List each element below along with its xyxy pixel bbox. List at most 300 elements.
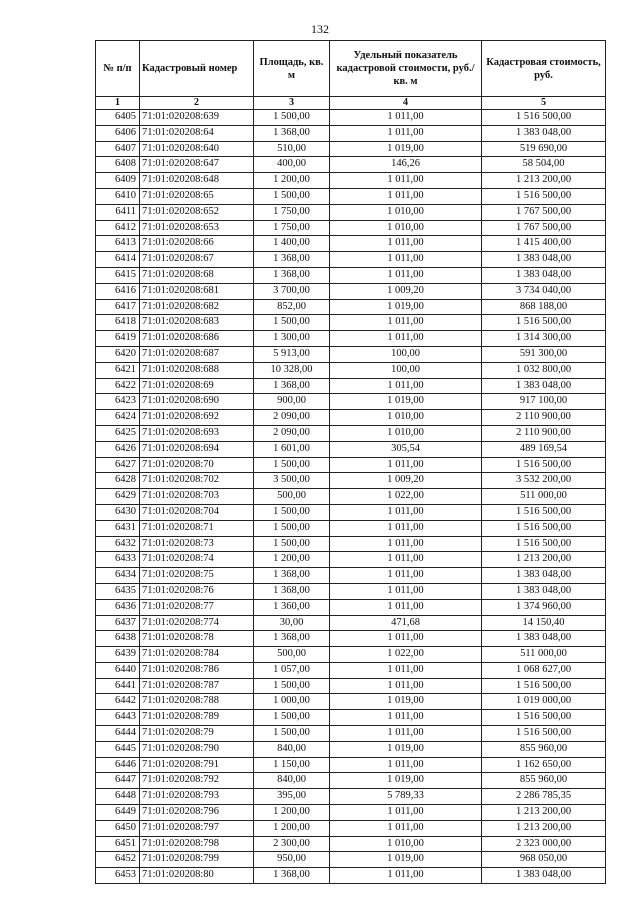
row-number: 6407 (96, 141, 140, 157)
row-number: 6426 (96, 441, 140, 457)
table-row (96, 110, 606, 126)
table-row (96, 805, 606, 821)
rate-value: 100,00 (330, 362, 482, 378)
cadastral-table (95, 40, 606, 884)
area-value: 2 300,00 (254, 836, 330, 852)
rate-value: 1 009,20 (330, 283, 482, 299)
table-row (96, 473, 606, 489)
cadastral-number: 71:01:020208:74 (140, 552, 254, 568)
area-value: 950,00 (254, 852, 330, 868)
cadastral-number: 71:01:020208:799 (140, 852, 254, 868)
table-row (96, 125, 606, 141)
rate-value: 1 011,00 (330, 125, 482, 141)
row-number: 6442 (96, 694, 140, 710)
rate-value: 1 022,00 (330, 489, 482, 505)
table-row (96, 204, 606, 220)
cadastral-number: 71:01:020208:693 (140, 425, 254, 441)
rate-value: 1 010,00 (330, 204, 482, 220)
row-number: 6453 (96, 868, 140, 884)
area-value: 1 500,00 (254, 315, 330, 331)
cadastral-number: 71:01:020208:686 (140, 331, 254, 347)
rate-value: 1 011,00 (330, 188, 482, 204)
table-row (96, 789, 606, 805)
area-value: 1 368,00 (254, 267, 330, 283)
row-number: 6410 (96, 188, 140, 204)
cadastral-number: 71:01:020208:70 (140, 457, 254, 473)
table-row (96, 489, 606, 505)
table-row (96, 678, 606, 694)
area-value: 1 300,00 (254, 331, 330, 347)
table-row (96, 346, 606, 362)
area-value: 1 368,00 (254, 125, 330, 141)
row-number: 6446 (96, 757, 140, 773)
column-number: 3 (254, 97, 330, 110)
cost-value: 591 300,00 (482, 346, 606, 362)
area-value: 1 500,00 (254, 504, 330, 520)
rate-value: 1 019,00 (330, 741, 482, 757)
cadastral-number: 71:01:020208:78 (140, 631, 254, 647)
table-row (96, 757, 606, 773)
table-row (96, 378, 606, 394)
cost-value: 1 767 500,00 (482, 220, 606, 236)
cadastral-number: 71:01:020208:69 (140, 378, 254, 394)
rate-value: 5 789,33 (330, 789, 482, 805)
header-no: № п/п (96, 41, 140, 97)
table-row (96, 394, 606, 410)
rate-value: 1 011,00 (330, 110, 482, 126)
page-number: 132 (311, 22, 329, 36)
table-row (96, 583, 606, 599)
table-row (96, 726, 606, 742)
rate-value: 1 009,20 (330, 473, 482, 489)
table-row (96, 662, 606, 678)
row-number: 6440 (96, 662, 140, 678)
cost-value: 968 050,00 (482, 852, 606, 868)
cost-value: 2 286 785,35 (482, 789, 606, 805)
column-number: 5 (482, 97, 606, 110)
row-number: 6423 (96, 394, 140, 410)
rate-value: 1 010,00 (330, 410, 482, 426)
cadastral-number: 71:01:020208:683 (140, 315, 254, 331)
cost-value: 58 504,00 (482, 157, 606, 173)
table-row (96, 157, 606, 173)
cadastral-number: 71:01:020208:76 (140, 583, 254, 599)
table-row (96, 457, 606, 473)
rate-value: 1 019,00 (330, 852, 482, 868)
cost-value: 1 767 500,00 (482, 204, 606, 220)
cost-value: 1 383 048,00 (482, 568, 606, 584)
header-rate: Удельный показатель кадастровой стоимости, руб./кв. м (330, 41, 482, 97)
cost-value: 2 110 900,00 (482, 410, 606, 426)
cost-value: 2 110 900,00 (482, 425, 606, 441)
table-row (96, 504, 606, 520)
rate-value: 471,68 (330, 615, 482, 631)
cost-value: 1 213 200,00 (482, 552, 606, 568)
row-number: 6435 (96, 583, 140, 599)
area-value: 10 328,00 (254, 362, 330, 378)
cadastral-number: 71:01:020208:653 (140, 220, 254, 236)
header-area: Площадь, кв. м (254, 41, 330, 97)
rate-value: 1 011,00 (330, 710, 482, 726)
row-number: 6415 (96, 267, 140, 283)
cadastral-number: 71:01:020208:692 (140, 410, 254, 426)
cadastral-number: 71:01:020208:791 (140, 757, 254, 773)
cadastral-number: 71:01:020208:66 (140, 236, 254, 252)
cost-value: 1 383 048,00 (482, 631, 606, 647)
rate-value: 1 011,00 (330, 868, 482, 884)
row-number: 6447 (96, 773, 140, 789)
rate-value: 1 011,00 (330, 820, 482, 836)
area-value: 1 368,00 (254, 378, 330, 394)
rate-value: 1 019,00 (330, 694, 482, 710)
cadastral-number: 71:01:020208:77 (140, 599, 254, 615)
table-row (96, 820, 606, 836)
row-number: 6434 (96, 568, 140, 584)
table-row (96, 141, 606, 157)
cadastral-number: 71:01:020208:80 (140, 868, 254, 884)
rate-value: 1 010,00 (330, 836, 482, 852)
rate-value: 1 019,00 (330, 141, 482, 157)
row-number: 6425 (96, 425, 140, 441)
column-number: 2 (140, 97, 254, 110)
area-value: 1 200,00 (254, 173, 330, 189)
row-number: 6451 (96, 836, 140, 852)
rate-value: 1 011,00 (330, 267, 482, 283)
cost-value: 1 516 500,00 (482, 315, 606, 331)
area-value: 400,00 (254, 157, 330, 173)
cost-value: 1 383 048,00 (482, 125, 606, 141)
cadastral-number: 71:01:020208:688 (140, 362, 254, 378)
area-value: 1 500,00 (254, 110, 330, 126)
table-row (96, 441, 606, 457)
header-cost: Кадастровая стоимость, руб. (482, 41, 606, 97)
area-value: 1 500,00 (254, 726, 330, 742)
area-value: 1 500,00 (254, 457, 330, 473)
rate-value: 1 011,00 (330, 173, 482, 189)
table-body (96, 110, 606, 884)
cadastral-number: 71:01:020208:704 (140, 504, 254, 520)
table-row (96, 615, 606, 631)
table-row (96, 283, 606, 299)
table-row (96, 520, 606, 536)
area-value: 1 057,00 (254, 662, 330, 678)
cadastral-number: 71:01:020208:64 (140, 125, 254, 141)
table-row (96, 188, 606, 204)
area-value: 1 500,00 (254, 678, 330, 694)
cost-value: 1 415 400,00 (482, 236, 606, 252)
rate-value: 305,54 (330, 441, 482, 457)
row-number: 6429 (96, 489, 140, 505)
table-header-row (96, 41, 606, 97)
cost-value: 3 734 040,00 (482, 283, 606, 299)
table-row (96, 236, 606, 252)
rate-value: 1 010,00 (330, 220, 482, 236)
rate-value: 1 011,00 (330, 236, 482, 252)
cadastral-number: 71:01:020208:797 (140, 820, 254, 836)
table-row (96, 552, 606, 568)
cost-value: 1 019 000,00 (482, 694, 606, 710)
cost-value: 1 314 300,00 (482, 331, 606, 347)
area-value: 1 368,00 (254, 583, 330, 599)
cost-value: 1 383 048,00 (482, 583, 606, 599)
cadastral-number: 71:01:020208:681 (140, 283, 254, 299)
cadastral-number: 71:01:020208:798 (140, 836, 254, 852)
cadastral-number: 71:01:020208:790 (140, 741, 254, 757)
table-row (96, 599, 606, 615)
cost-value: 2 323 000,00 (482, 836, 606, 852)
cost-value: 1 516 500,00 (482, 188, 606, 204)
cost-value: 1 516 500,00 (482, 110, 606, 126)
table-row (96, 252, 606, 268)
area-value: 1 750,00 (254, 220, 330, 236)
rate-value: 1 011,00 (330, 457, 482, 473)
cost-value: 1 516 500,00 (482, 536, 606, 552)
area-value: 1 368,00 (254, 631, 330, 647)
table-row (96, 631, 606, 647)
area-value: 1 368,00 (254, 568, 330, 584)
area-value: 852,00 (254, 299, 330, 315)
area-value: 1 500,00 (254, 188, 330, 204)
cadastral-number: 71:01:020208:65 (140, 188, 254, 204)
cadastral-number: 71:01:020208:793 (140, 789, 254, 805)
cost-value: 1 516 500,00 (482, 710, 606, 726)
row-number: 6420 (96, 346, 140, 362)
table-row (96, 536, 606, 552)
cadastral-number: 71:01:020208:788 (140, 694, 254, 710)
area-value: 900,00 (254, 394, 330, 410)
rate-value: 100,00 (330, 346, 482, 362)
cadastral-number: 71:01:020208:68 (140, 267, 254, 283)
area-value: 510,00 (254, 141, 330, 157)
cost-value: 1 374 960,00 (482, 599, 606, 615)
area-value: 1 368,00 (254, 252, 330, 268)
cadastral-number: 71:01:020208:73 (140, 536, 254, 552)
table-row (96, 852, 606, 868)
rate-value: 1 010,00 (330, 425, 482, 441)
row-number: 6452 (96, 852, 140, 868)
area-value: 840,00 (254, 773, 330, 789)
row-number: 6408 (96, 157, 140, 173)
cost-value: 519 690,00 (482, 141, 606, 157)
rate-value: 1 011,00 (330, 662, 482, 678)
area-value: 1 500,00 (254, 710, 330, 726)
cadastral-number: 71:01:020208:702 (140, 473, 254, 489)
row-number: 6428 (96, 473, 140, 489)
rate-value: 1 011,00 (330, 315, 482, 331)
table-row (96, 267, 606, 283)
cadastral-number: 71:01:020208:652 (140, 204, 254, 220)
row-number: 6424 (96, 410, 140, 426)
area-value: 2 090,00 (254, 425, 330, 441)
header-cadastral-number: Кадастровый номер (140, 41, 254, 97)
table-row (96, 568, 606, 584)
rate-value: 1 019,00 (330, 394, 482, 410)
row-number: 6411 (96, 204, 140, 220)
rate-value: 1 011,00 (330, 536, 482, 552)
cost-value: 1 516 500,00 (482, 520, 606, 536)
row-number: 6416 (96, 283, 140, 299)
rate-value: 1 011,00 (330, 331, 482, 347)
rate-value: 1 011,00 (330, 504, 482, 520)
area-value: 1 150,00 (254, 757, 330, 773)
area-value: 395,00 (254, 789, 330, 805)
area-value: 1 368,00 (254, 868, 330, 884)
row-number: 6427 (96, 457, 140, 473)
table-row (96, 694, 606, 710)
area-value: 840,00 (254, 741, 330, 757)
row-number: 6441 (96, 678, 140, 694)
table-row (96, 868, 606, 884)
cadastral-number: 71:01:020208:690 (140, 394, 254, 410)
cost-value: 1 213 200,00 (482, 820, 606, 836)
row-number: 6439 (96, 647, 140, 663)
rate-value: 1 011,00 (330, 568, 482, 584)
column-number: 4 (330, 97, 482, 110)
cadastral-number: 71:01:020208:687 (140, 346, 254, 362)
rate-value: 1 011,00 (330, 805, 482, 821)
cadastral-number: 71:01:020208:647 (140, 157, 254, 173)
row-number: 6437 (96, 615, 140, 631)
area-value: 3 500,00 (254, 473, 330, 489)
cost-value: 1 213 200,00 (482, 173, 606, 189)
cost-value: 855 960,00 (482, 741, 606, 757)
cost-value: 1 516 500,00 (482, 504, 606, 520)
cadastral-number: 71:01:020208:639 (140, 110, 254, 126)
table-row (96, 299, 606, 315)
rate-value: 1 019,00 (330, 299, 482, 315)
table-row (96, 647, 606, 663)
cadastral-number: 71:01:020208:784 (140, 647, 254, 663)
area-value: 1 000,00 (254, 694, 330, 710)
area-value: 1 601,00 (254, 441, 330, 457)
cadastral-number: 71:01:020208:682 (140, 299, 254, 315)
row-number: 6413 (96, 236, 140, 252)
row-number: 6421 (96, 362, 140, 378)
rate-value: 1 011,00 (330, 631, 482, 647)
cadastral-number: 71:01:020208:71 (140, 520, 254, 536)
rate-value: 1 011,00 (330, 520, 482, 536)
row-number: 6405 (96, 110, 140, 126)
rate-value: 1 011,00 (330, 378, 482, 394)
table-row (96, 315, 606, 331)
cost-value: 868 188,00 (482, 299, 606, 315)
rate-value: 1 022,00 (330, 647, 482, 663)
area-value: 500,00 (254, 647, 330, 663)
cost-value: 1 032 800,00 (482, 362, 606, 378)
cost-value: 1 383 048,00 (482, 868, 606, 884)
cadastral-number: 71:01:020208:786 (140, 662, 254, 678)
row-number: 6443 (96, 710, 140, 726)
area-value: 1 200,00 (254, 820, 330, 836)
area-value: 1 200,00 (254, 552, 330, 568)
table-row (96, 220, 606, 236)
cost-value: 1 516 500,00 (482, 726, 606, 742)
area-value: 1 400,00 (254, 236, 330, 252)
row-number: 6433 (96, 552, 140, 568)
cadastral-number: 71:01:020208:640 (140, 141, 254, 157)
cadastral-number: 71:01:020208:792 (140, 773, 254, 789)
table-row (96, 425, 606, 441)
rate-value: 146,26 (330, 157, 482, 173)
cadastral-number: 71:01:020208:648 (140, 173, 254, 189)
area-value: 500,00 (254, 489, 330, 505)
column-number: 1 (96, 97, 140, 110)
cost-value: 1 383 048,00 (482, 267, 606, 283)
row-number: 6432 (96, 536, 140, 552)
table-row (96, 410, 606, 426)
rate-value: 1 011,00 (330, 726, 482, 742)
row-number: 6436 (96, 599, 140, 615)
area-value: 3 700,00 (254, 283, 330, 299)
cost-value: 1 383 048,00 (482, 378, 606, 394)
table-row (96, 173, 606, 189)
row-number: 6422 (96, 378, 140, 394)
rate-value: 1 011,00 (330, 678, 482, 694)
rate-value: 1 011,00 (330, 552, 482, 568)
cost-value: 1 213 200,00 (482, 805, 606, 821)
cadastral-number: 71:01:020208:75 (140, 568, 254, 584)
cadastral-number: 71:01:020208:796 (140, 805, 254, 821)
cost-value: 1 516 500,00 (482, 457, 606, 473)
cost-value: 511 000,00 (482, 489, 606, 505)
cadastral-number: 71:01:020208:789 (140, 710, 254, 726)
area-value: 30,00 (254, 615, 330, 631)
row-number: 6417 (96, 299, 140, 315)
table-row (96, 331, 606, 347)
row-number: 6412 (96, 220, 140, 236)
cadastral-number: 71:01:020208:774 (140, 615, 254, 631)
cadastral-number: 71:01:020208:67 (140, 252, 254, 268)
row-number: 6414 (96, 252, 140, 268)
cost-value: 489 169,54 (482, 441, 606, 457)
cost-value: 855 960,00 (482, 773, 606, 789)
cadastral-number: 71:01:020208:694 (140, 441, 254, 457)
area-value: 1 360,00 (254, 599, 330, 615)
row-number: 6445 (96, 741, 140, 757)
cost-value: 1 162 650,00 (482, 757, 606, 773)
rate-value: 1 011,00 (330, 757, 482, 773)
cadastral-number: 71:01:020208:79 (140, 726, 254, 742)
rate-value: 1 019,00 (330, 773, 482, 789)
area-value: 1 500,00 (254, 520, 330, 536)
row-number: 6444 (96, 726, 140, 742)
row-number: 6409 (96, 173, 140, 189)
cadastral-number: 71:01:020208:703 (140, 489, 254, 505)
table-row (96, 710, 606, 726)
area-value: 5 913,00 (254, 346, 330, 362)
cost-value: 1 383 048,00 (482, 252, 606, 268)
cost-value: 511 000,00 (482, 647, 606, 663)
rate-value: 1 011,00 (330, 599, 482, 615)
area-value: 2 090,00 (254, 410, 330, 426)
table-row (96, 836, 606, 852)
row-number: 6438 (96, 631, 140, 647)
row-number: 6448 (96, 789, 140, 805)
row-number: 6450 (96, 820, 140, 836)
row-number: 6431 (96, 520, 140, 536)
area-value: 1 500,00 (254, 536, 330, 552)
table-row (96, 362, 606, 378)
row-number: 6418 (96, 315, 140, 331)
cadastral-number: 71:01:020208:787 (140, 678, 254, 694)
row-number: 6430 (96, 504, 140, 520)
table-row (96, 741, 606, 757)
row-number: 6449 (96, 805, 140, 821)
rate-value: 1 011,00 (330, 583, 482, 599)
area-value: 1 200,00 (254, 805, 330, 821)
area-value: 1 750,00 (254, 204, 330, 220)
cost-value: 1 068 627,00 (482, 662, 606, 678)
